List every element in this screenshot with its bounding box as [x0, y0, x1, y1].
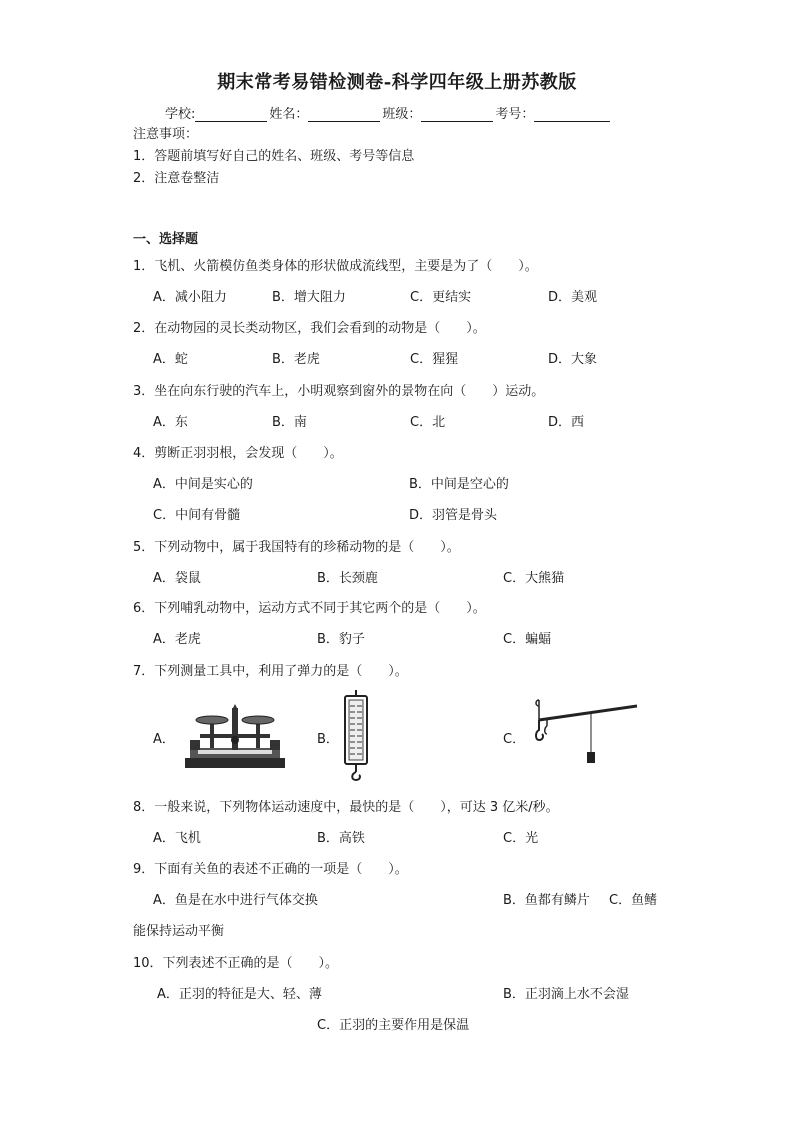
question-stem: 3．坐在向东行驶的汽车上，小明观察到窗外的景物在向（ ）运动。	[133, 384, 545, 399]
option-b[interactable]: B．豹子	[317, 632, 365, 647]
option-b[interactable]: B．长颈鹿	[317, 571, 378, 586]
exam-no-blank[interactable]	[534, 107, 610, 122]
balance-scale-icon[interactable]	[180, 696, 290, 771]
name-blank[interactable]	[308, 107, 380, 122]
question-stem: 7．下列测量工具中，利用了弹力的是（ ）。	[133, 664, 408, 679]
notes-heading: 注意事项：	[133, 127, 199, 142]
question-stem: 4．剪断正羽羽根，会发现（ ）。	[133, 446, 343, 461]
option-b[interactable]: B．老虎	[272, 352, 320, 367]
option-b[interactable]: B．	[317, 732, 339, 747]
school-blank[interactable]	[195, 107, 267, 122]
option-c[interactable]: C．鱼鳍	[609, 893, 658, 908]
page-title: 期末常考易错检测卷-科学四年级上册苏教版	[217, 72, 577, 93]
student-info-row	[165, 103, 612, 122]
option-b[interactable]: B．高铁	[317, 831, 365, 846]
option-d[interactable]: D．西	[548, 415, 585, 430]
note-item: 2．注意卷整洁	[133, 171, 220, 186]
question-stem: 10．下列表述不正确的是（ ）。	[133, 956, 339, 971]
option-a[interactable]: A．蛇	[153, 352, 188, 367]
option-c[interactable]: C．光	[503, 831, 539, 846]
option-b[interactable]: B．南	[272, 415, 307, 430]
notes-block	[133, 124, 414, 190]
option-a[interactable]: A．鱼是在水中进行气体交换	[153, 893, 318, 908]
option-c[interactable]: C．猩猩	[410, 352, 459, 367]
option-a[interactable]: A．飞机	[153, 831, 201, 846]
question-stem: 2．在动物园的灵长类动物区，我们会看到的动物是（ ）。	[133, 321, 486, 336]
option-b[interactable]: B．中间是空心的	[409, 477, 509, 492]
option-c[interactable]: C．	[503, 732, 526, 747]
option-a[interactable]: A．老虎	[153, 632, 201, 647]
option-c-continuation: 能保持运动平衡	[133, 924, 225, 939]
option-d[interactable]: D．大象	[548, 352, 598, 367]
option-c[interactable]: C．正羽的主要作用是保温	[317, 1018, 470, 1033]
question-stem: 8．一般来说，下列物体运动速度中，最快的是（ ），可达 3 亿米/秒。	[133, 800, 559, 815]
question-stem: 6．下列哺乳动物中，运动方式不同于其它两个的是（ ）。	[133, 601, 486, 616]
option-a[interactable]: A．正羽的特征是大、轻、薄	[157, 987, 322, 1002]
option-a[interactable]: A．东	[153, 415, 188, 430]
option-a[interactable]: A．中间是实心的	[153, 477, 253, 492]
note-item: 1．答题前填写好自己的姓名、班级、考号等信息	[133, 149, 415, 164]
option-a[interactable]: A．袋鼠	[153, 571, 201, 586]
option-a[interactable]: A．减小阻力	[153, 290, 227, 305]
question-stem: 9．下面有关鱼的表述不正确的一项是（ ）。	[133, 862, 408, 877]
school-label: 学校:	[165, 107, 196, 122]
section-title: 一、选择题	[133, 232, 199, 247]
option-d[interactable]: D．美观	[548, 290, 598, 305]
question-stem: 1．飞机、火箭模仿鱼类身体的形状做成流线型，主要是为了（ ）。	[133, 259, 538, 274]
option-d[interactable]: D．羽管是骨头	[409, 508, 498, 523]
option-c[interactable]: C．大熊猫	[503, 571, 565, 586]
option-a[interactable]: A．	[153, 732, 175, 747]
option-c[interactable]: C．更结实	[410, 290, 472, 305]
spring-scale-icon[interactable]	[341, 690, 371, 782]
question-stem: 5．下列动物中，属于我国特有的珍稀动物的是（ ）。	[133, 540, 460, 555]
option-c[interactable]: C．蝙蝠	[503, 632, 552, 647]
option-b[interactable]: B．鱼都有鳞片	[503, 893, 590, 908]
steelyard-icon[interactable]	[525, 696, 640, 768]
name-label: 姓名：	[269, 107, 309, 122]
option-c[interactable]: C．中间有骨髓	[153, 508, 241, 523]
class-label: 班级：	[382, 107, 422, 122]
option-b[interactable]: B．正羽滴上水不会湿	[503, 987, 629, 1002]
option-c[interactable]: C．北	[410, 415, 446, 430]
class-blank[interactable]	[421, 107, 493, 122]
exam-no-label: 考号：	[495, 107, 535, 122]
option-b[interactable]: B．增大阻力	[272, 290, 346, 305]
